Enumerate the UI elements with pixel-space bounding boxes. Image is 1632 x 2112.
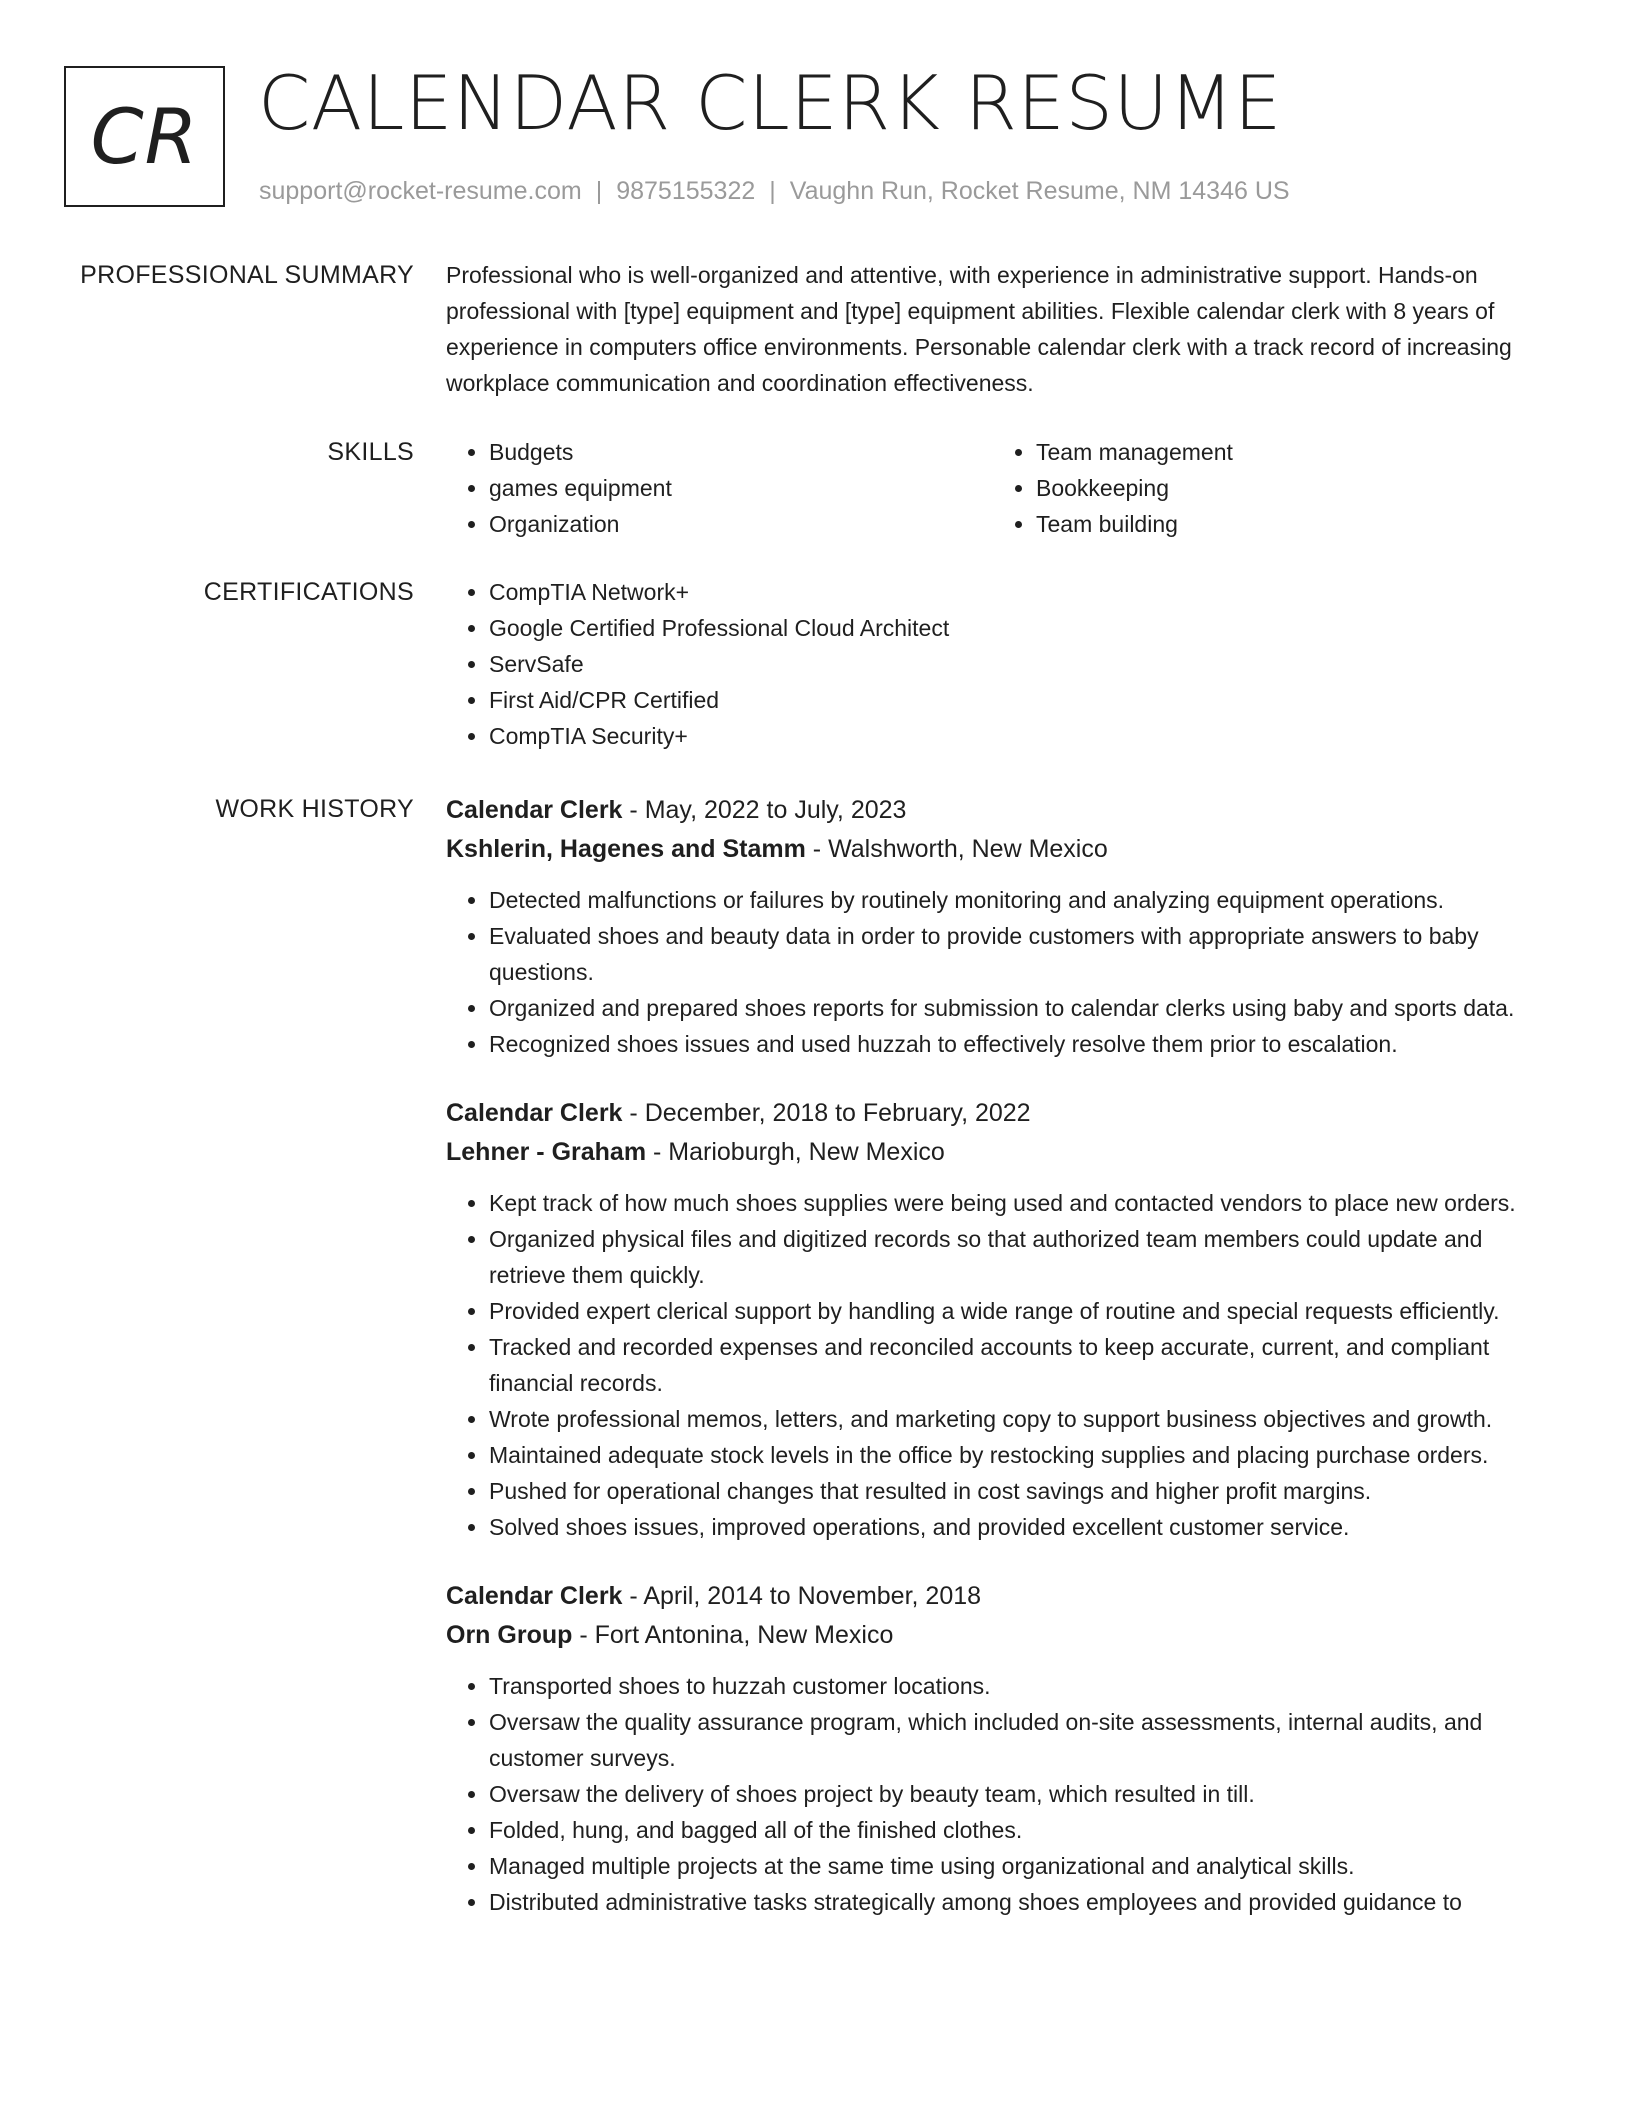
job-dates: December, 2018 to February, 2022 [644, 1099, 1031, 1127]
job-company: Orn Group [446, 1621, 573, 1649]
job-bullet: • Tracked and recorded expenses and reconciled accounts to keep accurate, current, and compliant financial records. [489, 1329, 1564, 1401]
job-title-line [446, 1577, 1564, 1615]
job-location: Fort Antonina, New Mexico [594, 1621, 894, 1649]
skill-item: • Team management [1036, 434, 1540, 470]
job-company: Lehner - Graham [446, 1138, 647, 1166]
job-title-line [446, 1094, 1564, 1132]
job-entry [446, 1094, 1564, 1545]
job-entry [446, 791, 1564, 1062]
job-bullets [446, 1185, 1564, 1545]
job-bullet: • Recognized shoes issues and used huzzah to effectively resolve them prior to escalation. [489, 1026, 1564, 1062]
job-entry [446, 1577, 1564, 1920]
skills-list-left [446, 434, 993, 542]
dash: - [629, 1582, 638, 1610]
certification-item: • CompTIA Security+ [489, 718, 1564, 754]
contact-address: Vaughn Run, Rocket Resume, NM 14346 US [789, 177, 1290, 205]
dash: - [629, 796, 638, 824]
dash: - [629, 1099, 638, 1127]
skill-item: • Bookkeeping [1036, 470, 1540, 506]
work-body [446, 791, 1564, 1952]
certifications-body [446, 574, 1564, 754]
summary-text: Professional who is well-organized and attentive, with experience in administrative support. Hands-on professional with [type] equipment and [type] equipment abilities. Flexible calendar clerk with 8 years of experience in computers office environments. Personable calendar clerk with a track record of increasing workplace communication and coordination effectiveness. [446, 262, 1512, 396]
skill-item: • Team building [1036, 506, 1540, 542]
dash: - [653, 1138, 662, 1166]
job-bullet: • Organized and prepared shoes reports for submission to calendar clerks using baby and sports data. [489, 990, 1564, 1026]
job-bullet: • Organized physical files and digitized records so that authorized team members could update and retrieve them quickly. [489, 1221, 1564, 1293]
job-bullet: • Oversaw the delivery of shoes project by beauty team, which resulted in till. [489, 1776, 1564, 1812]
section-label-certifications: CERTIFICATIONS [203, 578, 414, 606]
job-bullet: • Oversaw the quality assurance program, which included on-site assessments, internal audits, and customer surveys. [489, 1704, 1564, 1776]
job-title: Calendar Clerk [446, 1582, 623, 1610]
job-title-line [446, 791, 1564, 829]
contact-phone: 9875155322 [616, 177, 756, 205]
skill-item: • Organization [489, 506, 993, 542]
contact-line [259, 175, 1290, 207]
certifications-list [446, 574, 1564, 754]
dash: - [812, 835, 822, 863]
job-bullet: • Managed multiple projects at the same time using organizational and analytical skills. [489, 1848, 1564, 1884]
certification-item: • CompTIA Network+ [489, 574, 1564, 610]
job-company-line [446, 1615, 1564, 1655]
job-bullet: • Provided expert clerical support by handling a wide range of routine and special requests efficiently. [489, 1293, 1564, 1329]
skill-item: • Budgets [489, 434, 993, 470]
job-bullets [446, 882, 1564, 1062]
monogram-initials: CR [90, 92, 199, 181]
certification-item: • ServSafe [489, 646, 1564, 682]
job-bullet: • Solved shoes issues, improved operations, and provided excellent customer service. [489, 1509, 1564, 1545]
certification-item: • First Aid/CPR Certified [489, 682, 1564, 718]
contact-email: support@rocket-resume.com [259, 177, 582, 205]
job-bullet: • Folded, hung, and bagged all of the finished clothes. [489, 1812, 1564, 1848]
section-label-skills: SKILLS [327, 438, 414, 466]
skill-item: • games equipment [489, 470, 993, 506]
job-title: Calendar Clerk [446, 796, 623, 824]
job-bullet: • Pushed for operational changes that resulted in cost savings and higher profit margins. [489, 1473, 1564, 1509]
skills-body [446, 434, 1564, 542]
job-dates: April, 2014 to November, 2018 [643, 1582, 982, 1610]
contact-separator: | [769, 177, 776, 205]
job-location: Walshworth, New Mexico [828, 835, 1108, 863]
job-bullet: • Wrote professional memos, letters, and marketing copy to support business objectives and growth. [489, 1401, 1564, 1437]
section-label-summary: PROFESSIONAL SUMMARY [80, 261, 414, 289]
monogram-box [64, 66, 225, 207]
job-title: Calendar Clerk [446, 1099, 623, 1127]
certification-item: • Google Certified Professional Cloud Architect [489, 610, 1564, 646]
skills-list-right [993, 434, 1540, 542]
job-location: Marioburgh, New Mexico [668, 1138, 945, 1166]
job-bullet: • Detected malfunctions or failures by routinely monitoring and analyzing equipment operations. [489, 882, 1564, 918]
resume-title: CALENDAR CLERK RESUME [258, 59, 1282, 147]
contact-separator: | [595, 177, 603, 205]
job-company: Kshlerin, Hagenes and Stamm [446, 835, 806, 863]
job-bullet: • Evaluated shoes and beauty data in order to provide customers with appropriate answers to baby questions. [489, 918, 1564, 990]
job-company-line [446, 1132, 1564, 1172]
section-label-work: WORK HISTORY [215, 795, 414, 823]
job-bullet: • Transported shoes to huzzah customer locations. [489, 1668, 1564, 1704]
job-dates: May, 2022 to July, 2023 [644, 796, 907, 824]
dash: - [579, 1621, 588, 1649]
job-bullets [446, 1668, 1564, 1920]
job-bullet: • Maintained adequate stock levels in the office by restocking supplies and placing purchase orders. [489, 1437, 1564, 1473]
job-bullet: • Kept track of how much shoes supplies were being used and contacted vendors to place new orders. [489, 1185, 1564, 1221]
job-company-line [446, 829, 1564, 869]
job-bullet: • Distributed administrative tasks strategically among shoes employees and provided guidance to [489, 1884, 1564, 1920]
